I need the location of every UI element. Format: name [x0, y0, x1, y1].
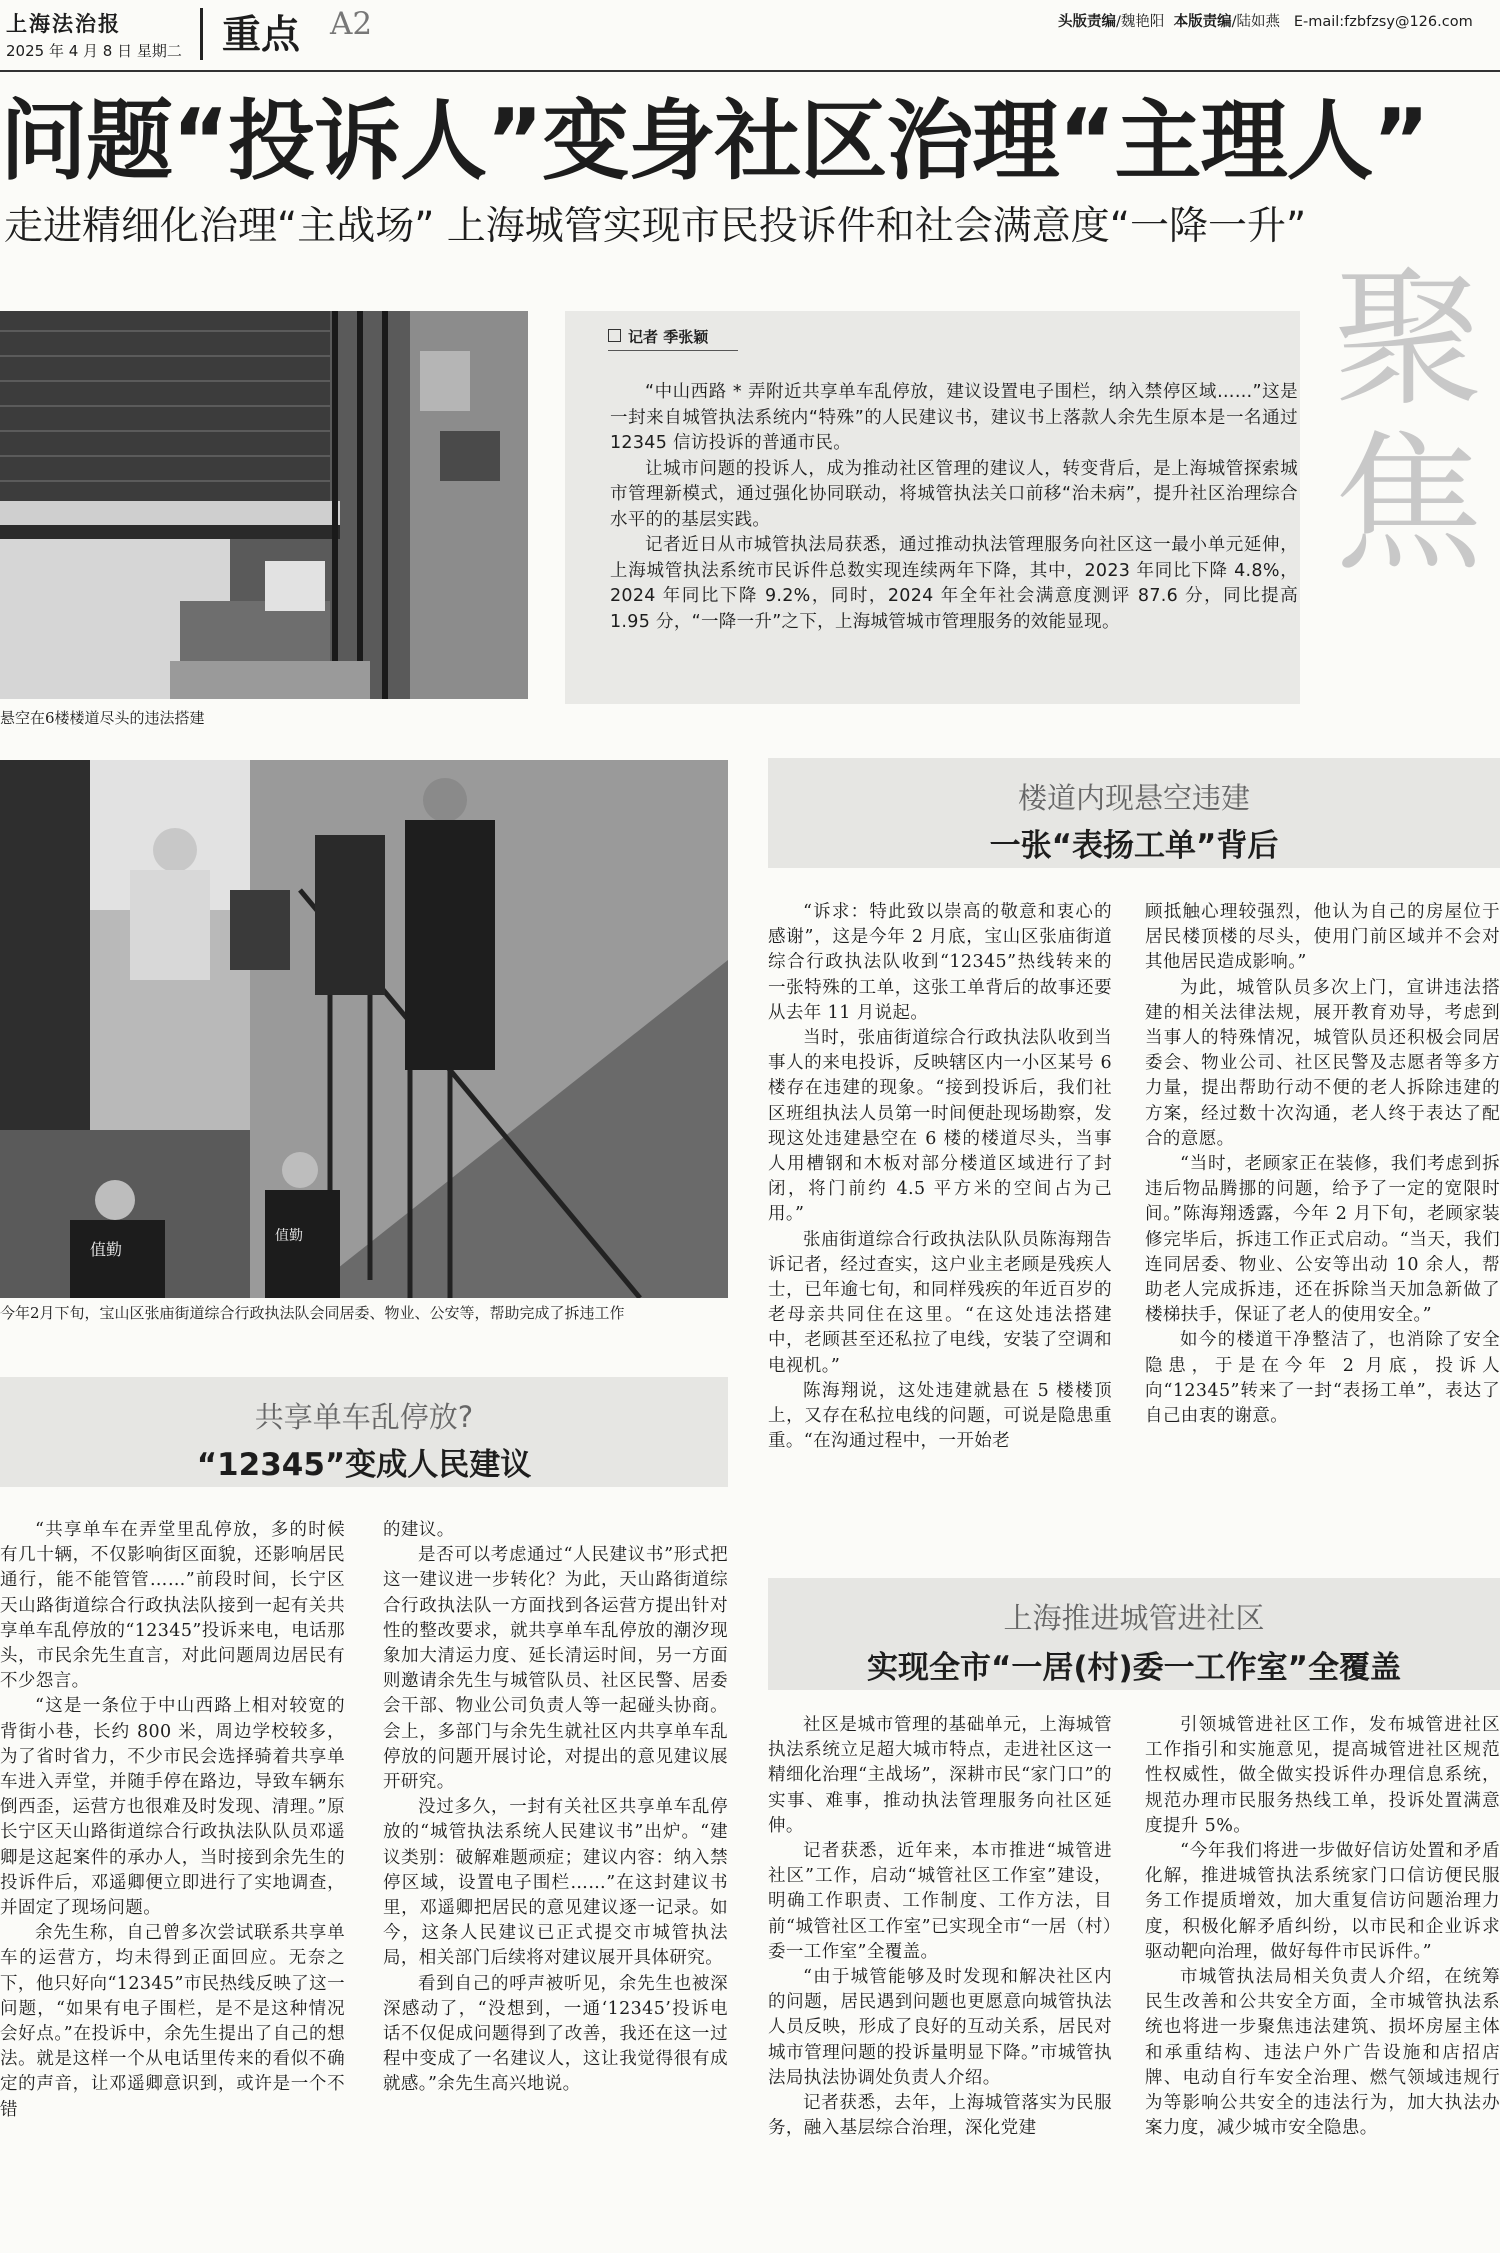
article-paragraph: 张庙街道综合行政执法队队员陈海翔告诉记者，经过查实，这户业主老顾是残疾人士，已年逾七旬，和同样残疾的年近百岁的老母亲共同住在这里。“在这处违法搭建中，老顾甚至还私拉了电线，安装了空调和电视机。” [768, 1229, 1112, 1376]
photo-demolition-team [0, 760, 728, 1298]
issue-date: 2025 年 4 月 8 日 星期二 [6, 42, 182, 60]
intro-paragraph: 让城市问题的投诉人，成为推动社区管理的建议人，转变背后，是上海城管探索城市管理新模式，通过强化协同联动，将城管执法关口前移“治未病”，提升社区治理综合水平的的基层实践。 [610, 458, 1298, 530]
intro-paragraph: 记者近日从市城管执法局获悉，通过推动执法管理服务向社区这一最小单元延伸，上海城管执法系统市民诉件总数实现连续两年下降，其中，2023 年同比下降 4.8%，2024 年同比下降 9.2%，同时，2024 年全年社会满意度测评 87.6 分，同比提高 1.95 分，“一降一升”之下，上海城管城市管理服务的效能显现。 [610, 535, 1298, 632]
subheadline: 走进精细化治理“主战场” 上海城管实现市民投诉件和社会满意度“一降一升” [4, 204, 1307, 249]
headline: 问题“投诉人”变身社区治理“主理人” [0, 90, 1429, 192]
editors-credit: 头版责编/魏艳阳 本版责编/陆如燕 E-mail:fzbfzsy@126.com [1058, 14, 1473, 30]
article-paragraph: “这是一条位于中山西路上相对较宽的背街小巷，长约 800 米，周边学校较多，为了省时省力，不少市民会选择骑着共享单车进入弄堂，并随手停在路边，导致车辆东倒西歪，运营方也很难及时发现、清理。”原长宁区天山路街道综合行政执法队队员邓遥卿是这起案件的承办人，当时接到余先生的投诉件后，邓遥卿便立即进行了实地调查，并固定了现场问题。 [0, 1696, 345, 1919]
section-heading [768, 758, 1500, 868]
article-column [768, 900, 1112, 1454]
reporter-square-icon [608, 329, 621, 342]
section-title: “12345”变成人民建议 [196, 1447, 532, 1483]
photo-illustration [0, 311, 528, 699]
article-paragraph: 看到自己的呼声被听见，余先生也被深深感动了，“没想到，一通‘12345’投诉电话不仅促成问题得到了改善，我还在这一过程中变成了一名建议人，这让我觉得很有成就感。”余先生高兴地说。 [383, 1973, 728, 2095]
article-column [768, 1713, 1112, 2141]
article-paragraph: “共享单车在弄堂里乱停放，多的时候有几十辆，不仅影响街区面貌，还影响居民通行，能不能管管……”前段时间，长宁区天山路街道综合行政执法队接到一起有关共享单车乱停放的“12345”投诉来电，电话那头，市民余先生直言，对此问题周边居民有不少怨言。 [0, 1520, 345, 1692]
article-paragraph: “由于城管能够及时发现和解决社区内的问题，居民遇到问题也更愿意向城管执法人员反映，形成了良好的互动关系，居民对城市管理问题的投诉量明显下降。”市城管执法局执法协调处负责人介绍。 [768, 1967, 1112, 2088]
article-paragraph: 记者获悉，去年，上海城管落实为民服务，融入基层综合治理，深化党建 [768, 2093, 1112, 2139]
article-paragraph-continued: 顾抵触心理较强烈，他认为自己的房屋位于居民楼顶楼的尽头，使用门前区域并不会对其他居民造成影响。” [1145, 902, 1500, 973]
editor-label-1: 头版责编 [1058, 14, 1116, 30]
article-paragraph: 余先生称，自己曾多次尝试联系共享单车的运营方，均未得到正面回应。无奈之下，他只好向“12345”市民热线反映了这一问题，“如果有电子围栏，是不是这种情况会好点。”在投诉中，余先生提出了自己的想法。就是这样一个从电话里传来的看似不确定的声音，让邓遥卿意识到，或许是一个不错 [0, 1923, 345, 2120]
reporter-byline: 记者 季张颖 [628, 328, 709, 346]
article-paragraph-continued: 的建议。 [383, 1520, 455, 1540]
feature-mark: 聚焦 [1332, 253, 1483, 592]
article-column [1145, 900, 1500, 1429]
section-kicker: 共享单车乱停放? [254, 1400, 474, 1434]
page-number: A2 [330, 6, 373, 42]
article-paragraph: “诉求：特此致以崇高的敬意和衷心的感谢”，这是今年 2 月底，宝山区张庙街道综合行政执法队收到“12345”热线转来的一张特殊的工单，这张工单背后的故事还要从去年 11 月说起。 [768, 902, 1112, 1023]
article-column [0, 1518, 345, 2123]
article-paragraph: 为此，城管队员多次上门，宣讲违法搭建的相关法律法规，展开教育劝导，考虑到当事人的特殊情况，城管队员还积极会同居委会、物业公司、社区民警及志愿者等多方力量，提出帮助行动不便的老人拆除违建的方案，经过数十次沟通，老人终于表达了配合的意愿。 [1145, 977, 1500, 1149]
article-paragraph: “当时，老顾家正在装修，我们考虑到拆违后物品腾挪的问题，给予了一定的宽限时间。”陈海翔透露，今年 2 月下旬，老顾家装修完毕后，拆违工作正式启动。“当天，我们连同居委、物业、公安等出动 10 余人，帮助老人完成拆违，还在拆除当天加急新做了楼梯扶手，保证了老人的使用安全。” [1145, 1154, 1500, 1326]
photo-suspended-structure [0, 311, 528, 699]
newspaper-masthead: 上海法治报 [6, 11, 121, 36]
photo-caption: 今年2月下旬，宝山区张庙街道综合行政执法队会同居委、物业、公安等，帮助完成了拆违工作 [0, 1304, 625, 1322]
photo-caption: 悬空在6楼楼道尽头的违法搭建 [0, 709, 205, 727]
article-paragraph: 是否可以考虑通过“人民建议书”形式把这一建议进一步转化？为此，天山路街道综合行政执法队一方面找到各运营方提出针对性的整改要求，就共享单车乱停放的潮汐现象加大清运力度、延长清运时间，另一方面则邀请余先生与城管队员、社区民警、居委会干部、物业公司负责人等一起碰头协商。会上，多部门与余先生就社区内共享单车乱停放的问题开展讨论，对提出的意见建议展开研究。 [383, 1545, 728, 1793]
article-paragraph: 引领城管进社区工作，发布城管进社区工作指引和实施意见，提高城管进社区规范性权威性，做全做实投诉件办理信息系统，规范办理市民服务热线工单，投诉处置满意度提升 5%。 [1145, 1715, 1500, 1836]
header-divider [200, 8, 203, 60]
intro-paragraph: “中山西路 * 弄附近共享单车乱停放，建议设置电子围栏，纳入禁停区域……”这是一封来自城管执法系统内“特殊”的人民建议书，建议书上落款人余先生原本是一名通过 12345 信访投诉的普通市民。 [610, 382, 1298, 453]
article-paragraph: 市城管执法局相关负责人介绍，在统筹民生改善和公共安全方面，全市城管执法系统也将进一步聚焦违法建筑、损坏房屋主体和承重结构、违法户外广告设施和店招店牌、电动自行车安全治理、燃气领域违规行为等影响公共安全的违法行为，加大执法办案力度，减少城市安全隐患。 [1145, 1967, 1500, 2139]
editor-name-2: 陆如燕 [1236, 14, 1280, 30]
article-paragraph: 社区是城市管理的基础单元，上海城管执法系统立足超大城市特点，走进社区这一精细化治理“主战场”，深耕市民“家门口”的实事、难事，推动执法管理服务向社区延伸。 [768, 1715, 1112, 1836]
article-column [1145, 1713, 1500, 2141]
section-title: 实现全市“一居(村)委一工作室”全覆盖 [866, 1650, 1402, 1686]
article-paragraph: 当时，张庙街道综合行政执法队收到当事人的来电投诉，反映辖区内一小区某号 6 楼存在违建的现象。“接到投诉后，我们社区班组执法人员第一时间便赴现场勘察，发现这处违建悬空在 6 楼的楼道尽头，当事人用槽钢和木板对部分楼道区域进行了封闭，将门前约 4.5 平方米的空间占为己用。” [768, 1028, 1112, 1225]
section-name: 重点 [222, 13, 301, 58]
intro-text [610, 380, 1298, 635]
section-kicker: 楼道内现悬空违建 [1017, 781, 1250, 815]
vest-label: 值勤 [275, 1228, 303, 1244]
byline-rule [608, 350, 738, 351]
article-column [383, 1518, 728, 2098]
article-paragraph: 陈海翔说，这处违建就悬在 5 楼楼顶上，又存在私拉电线的问题，可说是隐患重重。“在沟通过程中，一开始老 [768, 1380, 1112, 1452]
article-paragraph: 没过多久，一封有关社区共享单车乱停放的“城管执法系统人民建议书”出炉。“建议类别：破解难题顽症；建议内容：纳入禁停区域，设置电子围栏……”在这封建议书里，邓遥卿把居民的意见建议逐一记录。如今，这条人民建议已正式提交市城管执法局，相关部门后续将对建议展开具体研究。 [383, 1797, 728, 1969]
editor-label-2: 本版责编 [1173, 14, 1232, 30]
article-paragraph: “今年我们将进一步做好信访处置和矛盾化解，推进城管执法系统家门口信访便民服务工作提质增效，加大重复信访问题治理力度，积极化解矛盾纠纷，以市民和企业诉求驱动靶向治理，做好每件市民诉件。” [1145, 1841, 1500, 1962]
photo-illustration [0, 760, 728, 1298]
article-paragraph: 如今的楼道干净整洁了，也消除了安全隐患，于是在今年 2 月底，投诉人向“12345”转来了一封“表扬工单”，表达了自己由衷的谢意。 [1145, 1330, 1500, 1427]
editor-email: E-mail:fzbfzsy@126.com [1293, 14, 1473, 30]
section-heading [0, 1377, 728, 1487]
editor-name-1: 魏艳阳 [1120, 14, 1165, 30]
article-paragraph: 记者获悉，近年来，本市推进“城管进社区”工作，启动“城管社区工作室”建设，明确工作职责、工作制度、工作方法，目前“城管社区工作室”已实现全市“一居（村）委一工作室”全覆盖。 [768, 1841, 1112, 1962]
section-heading [768, 1578, 1500, 1690]
header-rule [0, 70, 1500, 72]
vest-label: 值勤 [90, 1240, 123, 1259]
section-kicker: 上海推进城管进社区 [1003, 1601, 1265, 1635]
section-title: 一张“表扬工单”背后 [989, 828, 1279, 864]
